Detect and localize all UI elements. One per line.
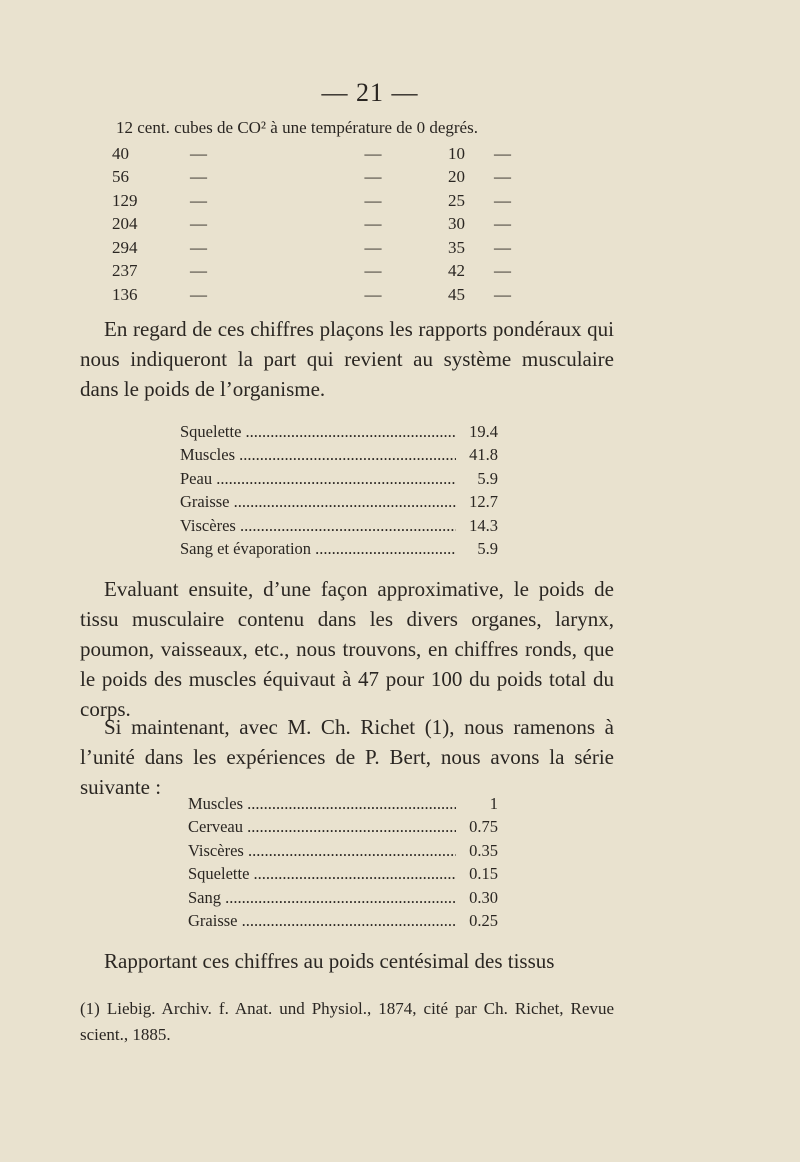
ditto-cell: — (190, 284, 207, 304)
co2-table-row (112, 283, 554, 307)
list-item-value: 0.15 (469, 864, 498, 884)
co2-table-row (112, 142, 554, 166)
ditto-cell: — (494, 143, 511, 163)
co2-table-row (112, 213, 554, 237)
ditto-cell: — (494, 190, 511, 210)
list-item (188, 816, 498, 840)
ditto-cell: — (190, 143, 207, 163)
list-item (188, 792, 498, 816)
paragraph-ponderal-intro (80, 314, 614, 404)
ditto-cell: — (364, 214, 382, 234)
list-item-label: Squelette ..... (188, 864, 456, 884)
footnote: (1) Liebig. Archiv. f. Anat. und Physiol., 1874, cité par Ch. Richet, Revue scient., 1885. (80, 999, 614, 1044)
ditto-cell: — (190, 237, 207, 257)
list-item (180, 420, 498, 444)
list-item-label: Graisse ..... (188, 911, 456, 931)
list-item (180, 444, 498, 468)
list-item (188, 863, 498, 887)
ditto-cell: — (190, 190, 207, 210)
ditto-cell: — (364, 167, 382, 187)
temperature-cell: 42 (448, 261, 465, 281)
ponderal-weights-list (180, 420, 498, 561)
list-item-label: Graisse ..... (180, 492, 456, 512)
quantity-cell: 129 (112, 190, 138, 210)
list-item-label: Sang et évaporation ..... (180, 539, 456, 559)
list-item-value: 5.9 (477, 539, 498, 559)
list-item-value: 0.30 (469, 887, 498, 907)
quantity-cell: 204 (112, 214, 138, 234)
paragraph-text: Si maintenant, avec M. Ch. Richet (1), nous ramenons à l’unité dans les expériences de P. Bert, nous avons la série suivante : (80, 715, 614, 799)
list-item (180, 491, 498, 515)
list-item-value: 0.35 (469, 840, 498, 860)
paragraph-richet-series (80, 712, 614, 802)
ditto-cell: — (190, 261, 207, 281)
list-item-value: 1 (489, 793, 498, 813)
temperature-cell: 35 (448, 237, 465, 257)
quantity-cell: 56 (112, 167, 129, 187)
unit-series-list (188, 792, 498, 933)
list-item (180, 467, 498, 491)
list-item (188, 839, 498, 863)
ditto-cell: — (494, 261, 511, 281)
list-item-label: Squelette ..... (180, 422, 456, 442)
co2-table-row (112, 166, 554, 190)
list-item-value: 19.4 (469, 421, 498, 441)
temperature-cell: 45 (448, 284, 465, 304)
list-item (188, 886, 498, 910)
temperature-cell: 25 (448, 190, 465, 210)
ditto-cell: — (494, 237, 511, 257)
paragraph-text: Rapportant ces chiffres au poids centésimal des tissus (104, 949, 555, 973)
list-item-value: 41.8 (469, 445, 498, 465)
list-item-value: 14.3 (469, 515, 498, 535)
quantity-cell: 40 (112, 143, 129, 163)
list-item-label: Peau ..... (180, 469, 456, 489)
ditto-cell: — (190, 214, 207, 234)
list-item-value: 5.9 (477, 468, 498, 488)
quantity-cell: 136 (112, 284, 138, 304)
list-item (180, 538, 498, 562)
list-item-label: Sang ..... (188, 888, 456, 908)
list-item-value: 12.7 (469, 492, 498, 512)
ditto-cell: — (364, 284, 382, 304)
paragraph-centesimal (80, 946, 614, 976)
paragraph-text: Evaluant ensuite, d’une façon approximative, le poids de tissu musculaire contenu dans les divers organes, larynx, poumon, vaisseaux, etc., nous trouvons, en chiffres ronds, que le poids des muscles équivaut à 47 pour 100 du poids total du corps. (80, 577, 614, 721)
list-item-label: Cerveau ..... (188, 817, 456, 837)
ditto-cell: — (364, 190, 382, 210)
list-item-label: Muscles ..... (188, 794, 456, 814)
co2-table-header: 12 cent. cubes de CO² à une température de 0 degrés. (116, 118, 478, 137)
list-item (180, 514, 498, 538)
list-item-label: Viscères ..... (188, 841, 456, 861)
ditto-cell: — (364, 261, 382, 281)
list-item-label: Muscles ..... (180, 445, 456, 465)
ditto-cell: — (364, 143, 382, 163)
co2-table-row (112, 260, 554, 284)
co2-temperature-table (112, 142, 554, 307)
list-item (188, 910, 498, 934)
list-item-label: Viscères ..... (180, 516, 456, 536)
temperature-cell: 10 (448, 143, 465, 163)
list-item-value: 0.75 (469, 817, 498, 837)
temperature-cell: 20 (448, 167, 465, 187)
paragraph-text: En regard de ces chiffres plaçons les rapports pondéraux qui nous indiqueront la part qui revient au système musculaire dans le poids de l’organisme. (80, 317, 614, 401)
quantity-cell: 237 (112, 261, 138, 281)
ditto-cell: — (190, 167, 207, 187)
ditto-cell: — (494, 284, 511, 304)
ditto-cell: — (494, 214, 511, 234)
page-number: — 21 — (321, 78, 419, 107)
co2-table-row (112, 189, 554, 213)
list-item-value: 0.25 (469, 911, 498, 931)
ditto-cell: — (494, 167, 511, 187)
paragraph-muscle-estimate (80, 574, 614, 724)
quantity-cell: 294 (112, 237, 138, 257)
ditto-cell: — (364, 237, 382, 257)
temperature-cell: 30 (448, 214, 465, 234)
co2-table-row (112, 236, 554, 260)
